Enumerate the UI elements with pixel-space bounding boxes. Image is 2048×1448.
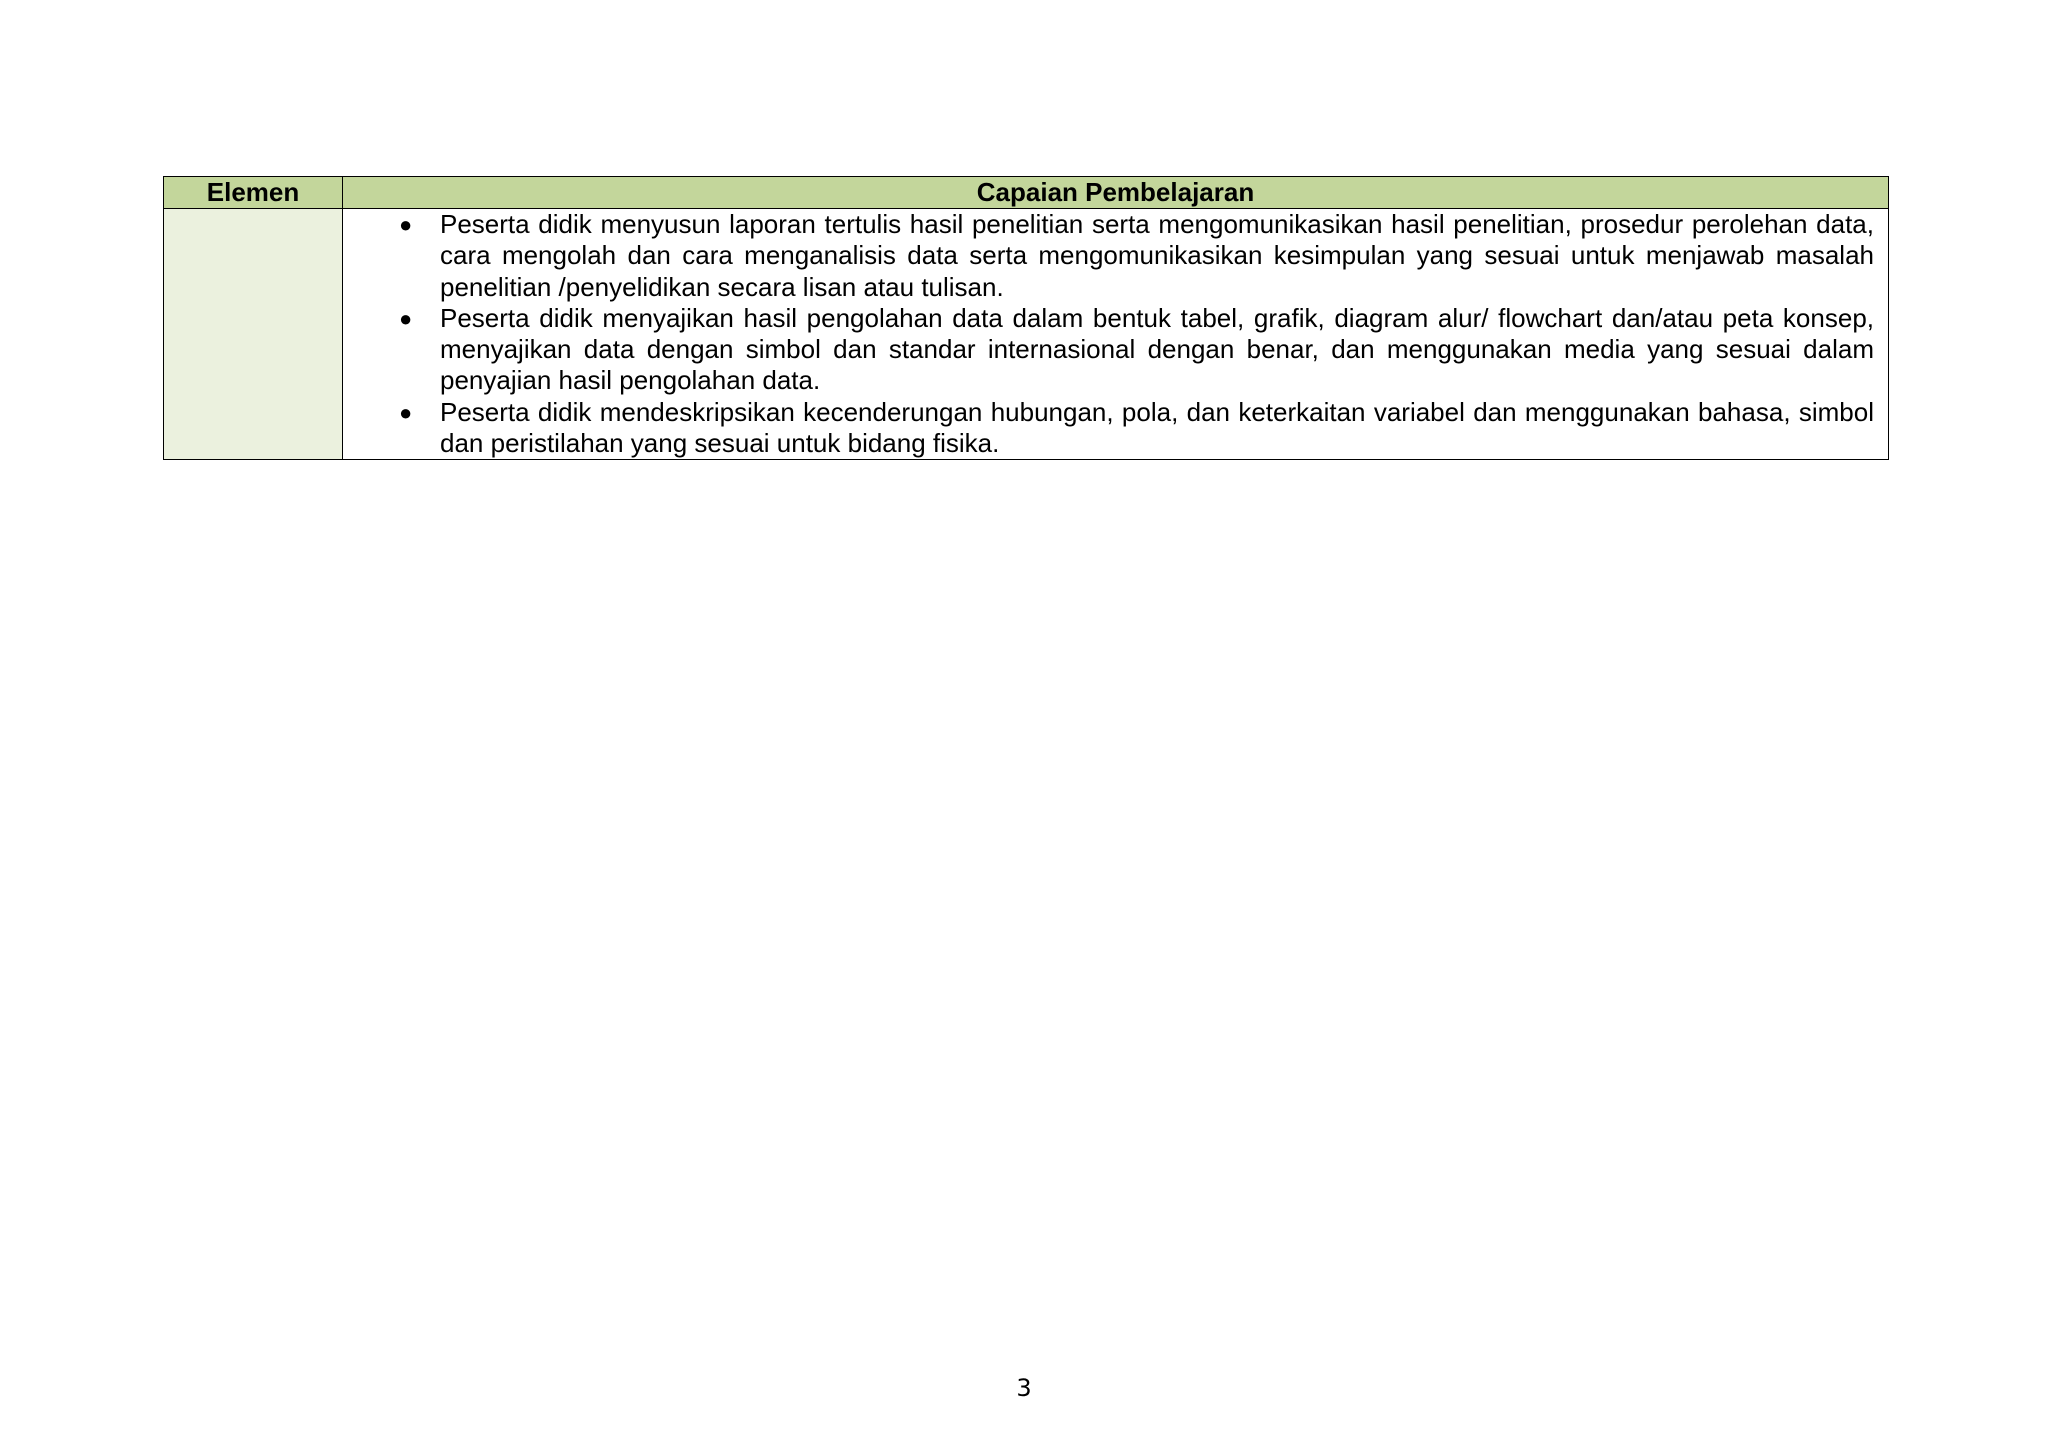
capaian-list [343,209,1888,459]
list-item [399,209,1874,303]
list-item-text: Peserta didik menyajikan hasil pengolahan data dalam bentuk tabel, grafik, diagram alur/ flowchart dan/atau peta konsep, menyajikan data dengan simbol dan standar internasional dengan benar, dan menggunakan media yang sesuai dalam penyajian hasil pengolahan data. [440,302,1874,396]
capaian-cell [343,209,1889,460]
bullet-icon: ● [399,305,413,331]
page-number: 3 [1016,1374,1032,1402]
list-item-text: Peserta didik menyusun laporan tertulis hasil penelitian serta mengomunikasikan hasil penelitian, prosedur perolehan data, cara mengolah dan cara menganalisis data serta mengomunikasikan kesimpulan yang sesuai untuk menjawab masalah penelitian /penyelidikan secara lisan atau tulisan. [440,209,1874,302]
bullet-icon: ● [399,212,413,237]
list-item [399,302,1874,397]
learning-outcomes-table [163,176,1889,460]
list-item [399,396,1874,460]
elemen-cell [164,209,343,460]
header-elemen: Elemen [164,177,343,209]
table-header-row [164,177,1889,209]
bullet-icon: ● [399,399,413,425]
header-capaian-pembelajaran: Capaian Pembelajaran [343,177,1889,209]
table-row [164,209,1889,460]
list-item-text: Peserta didik mendeskripsikan kecenderungan hubungan, pola, dan keterkaitan variabel dan menggunakan bahasa, simbol dan peristilahan yang sesuai untuk bidang fisika. [440,396,1874,459]
